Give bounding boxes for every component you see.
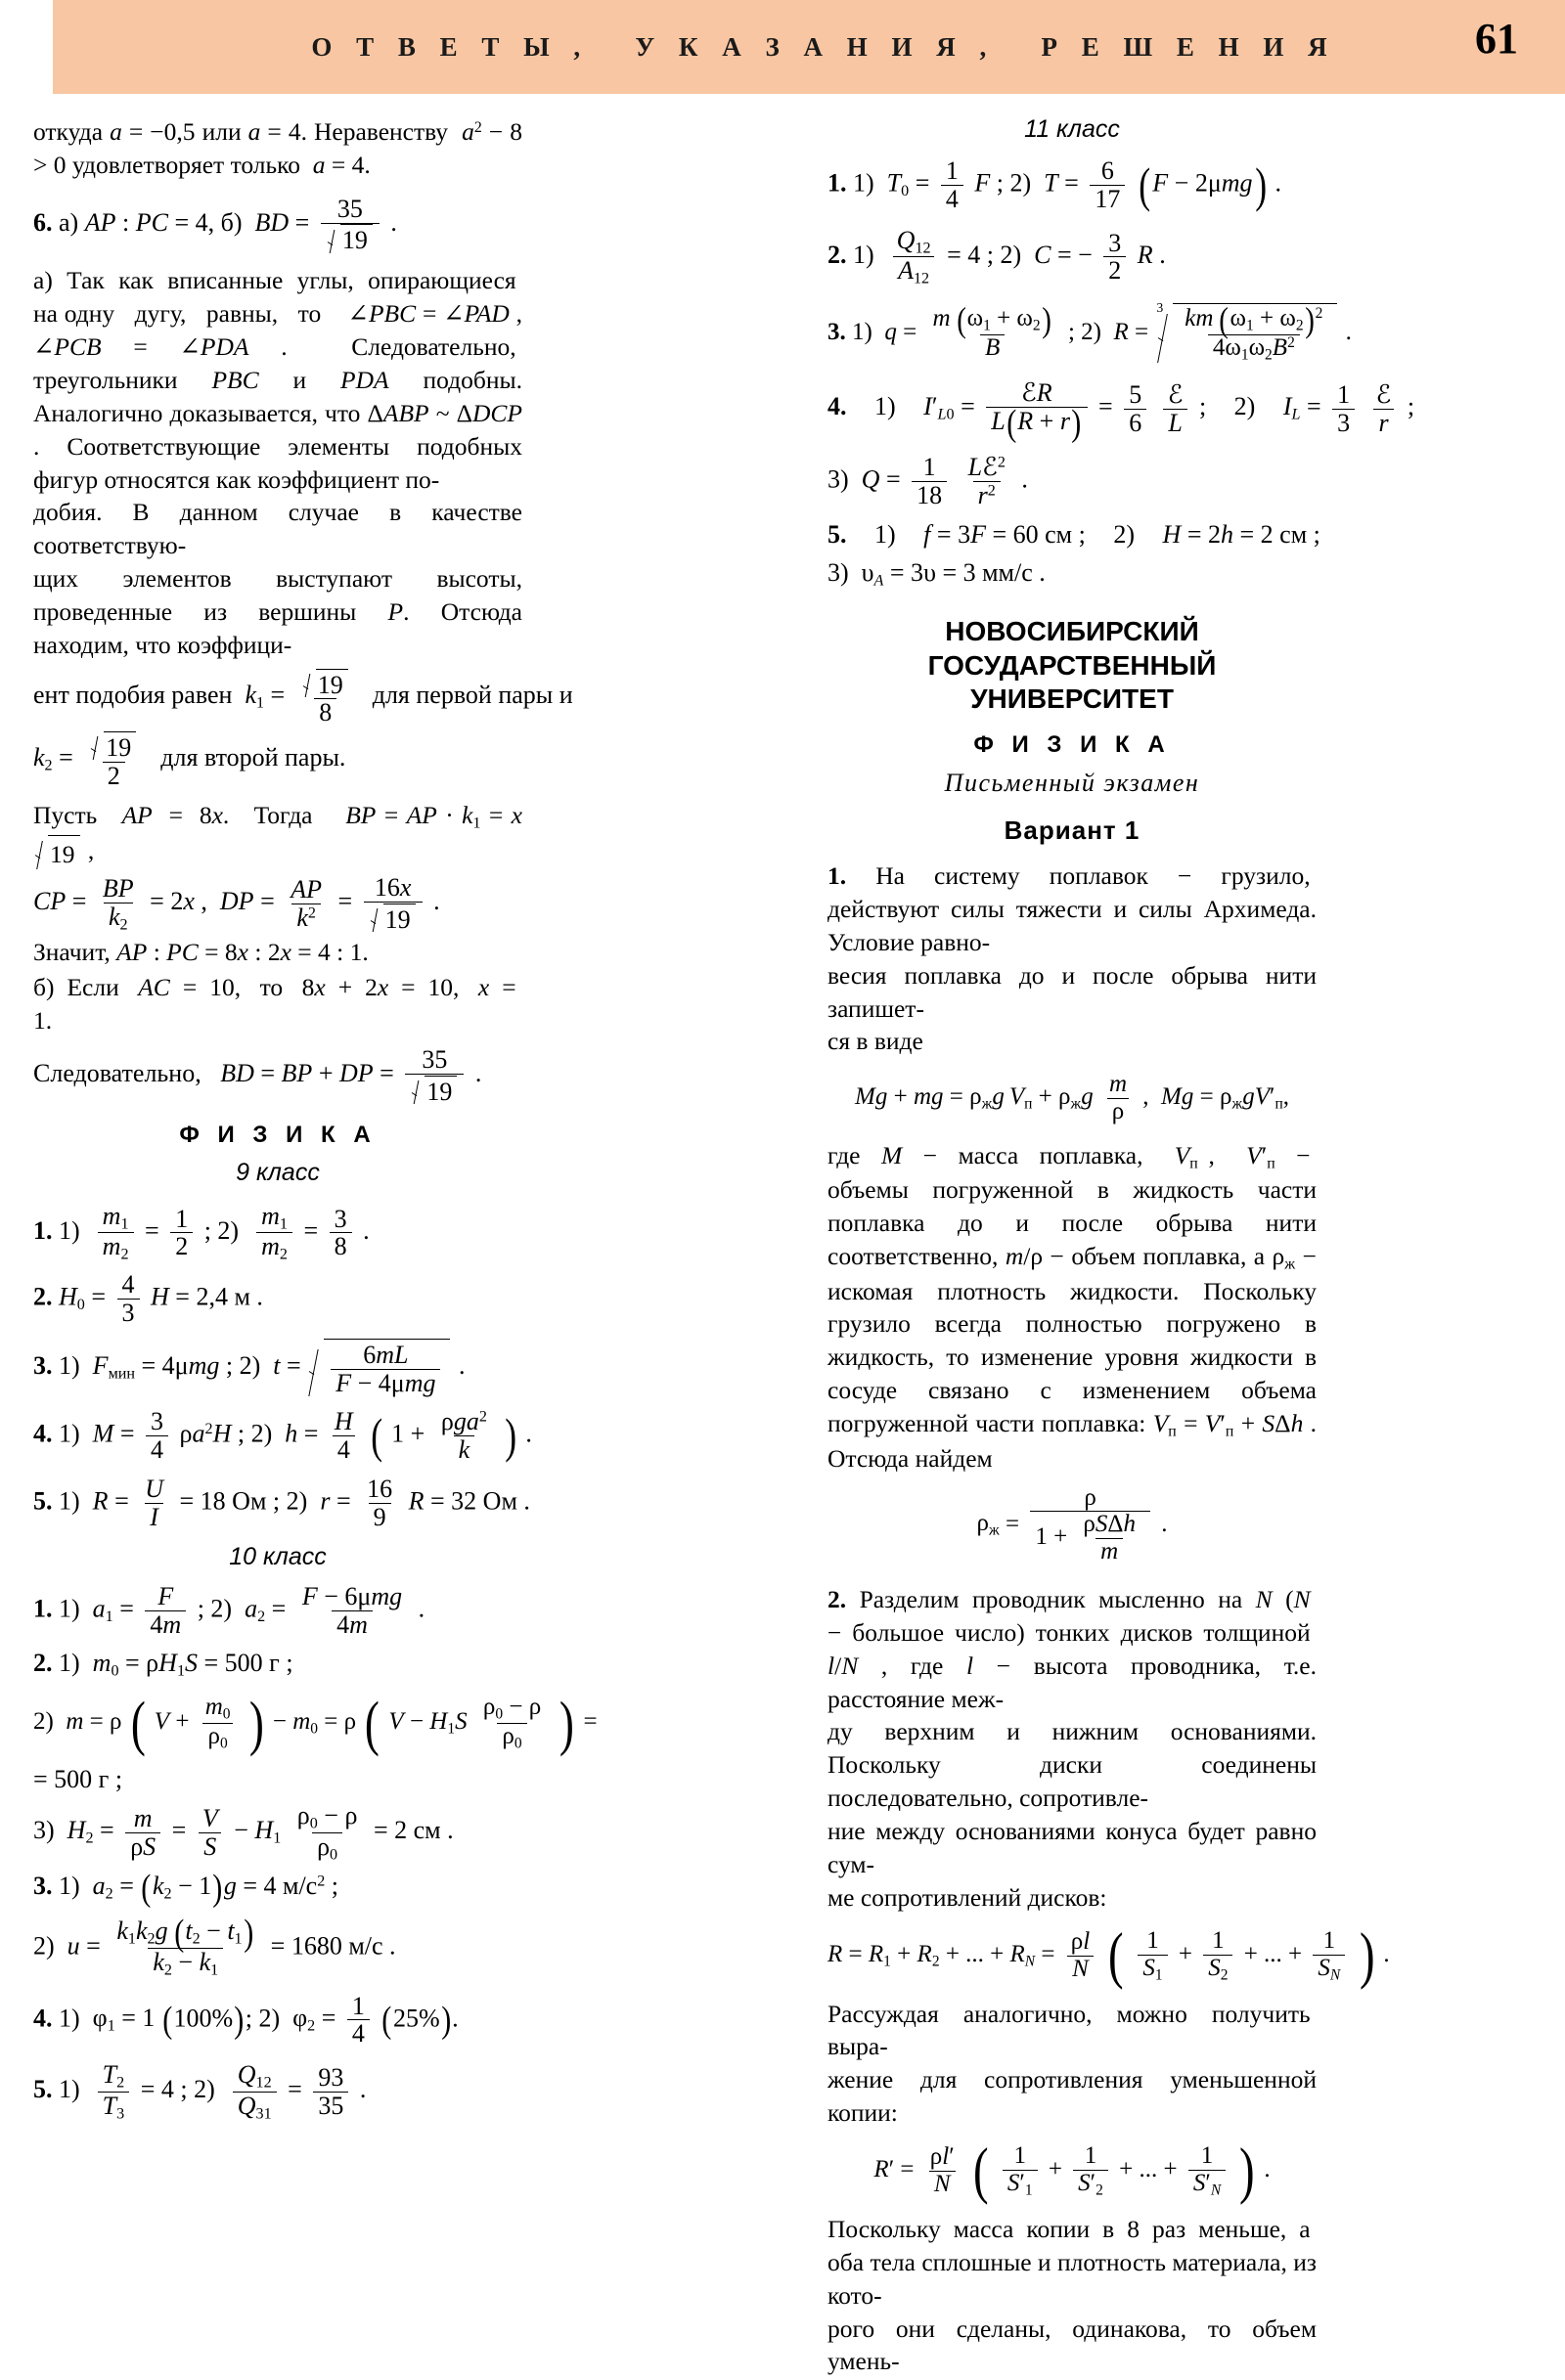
paragraph-esli: б) Если AC = 10, то 8x + 2x = 10, x = 1. bbox=[33, 972, 522, 1035]
answer-10-3b: 2) u = $\frac{k_1k_2g (t_2 - t_1)}{k_2 - k_1}$ = 1680 м/с . bbox=[33, 1912, 396, 1979]
problem-2-text-a: 2. Разделим проводник мысленно на N (N − большое число) тонких дисков толщиной l/N , где l − высота проводника, т.е. расстояние меж- ду верхним и нижним основаниями. Поскольку диски соединены последовательно, сопротивле- ние между основаниями конуса будет равно сум- ме сопротивлений дисков: bbox=[827, 1584, 1317, 1912]
answer-9-2: 2. $H_0$ = $\frac{4}{3}$ H = 2,4 м . bbox=[33, 1270, 263, 1327]
answer-10-5: 5. 1) $\frac{T_2}{T_3}$ = 4 ; 2) $\frac{Q_{12}}{Q_{31}}$ = $\frac{93}{35}$ . bbox=[33, 2060, 367, 2123]
equation-2-1: $R = R_1 + R_2$ + ... + $R_N$ = $\frac{\rho l}{N}$ ( $\frac{1}{S_1}$ + $\frac{1}{S_2}$ + ... + $\frac{1}{S_N}$ ) . bbox=[827, 1919, 1390, 1991]
heading-variant: Вариант 1 bbox=[1004, 815, 1140, 845]
answer-10-2a: 2. 1) $m_0 = \rho H_1S = 500$ г ; bbox=[33, 1649, 293, 1680]
problem-1-text-a: 1. На систему поплавок − грузило, действуют силы тяжести и силы Архимеда. Условие равно- весия поплавка до и после обрыва нити запишет- ся в виде bbox=[827, 860, 1317, 1056]
answer-11-1: 1. 1) $T_0$ = $\frac{1}{4}$ F ; 2) T = $\frac{6}{17}$ (F − 2μmg) . bbox=[827, 156, 1281, 213]
heading-physics-right: Ф И З И К А bbox=[973, 730, 1171, 758]
answer-bd: Следовательно, BD = BP + DP = $\frac{35}{19}$ . bbox=[33, 1045, 482, 1106]
equation-1-2: $\rho_ж$ = ρ 1 + $\frac{\text{ρSΔh}}{m}$ . bbox=[976, 1483, 1168, 1565]
right-column bbox=[827, 115, 1415, 2380]
paragraph-pust: Пусть AP = 8x. Тогда BP = AP · $k_1 = x$ 19 , bbox=[33, 799, 522, 870]
answer-10-2b: 2) m = ρ ( V + $\frac{m_0}{\rho_0}$ ) − $m_0 = \rho$ ( $V - H_1S$ $\frac{\rho_0 - \rho}{\rho_0}$ ) = bbox=[33, 1688, 598, 1757]
page-header-band bbox=[53, 0, 1565, 94]
problem-2-text-c: Поскольку масса копии в 8 раз меньше, а оба тела сплошные и плотность материала, из кото- рого они сделаны, одинакова, то объем умень- bbox=[827, 2214, 1317, 2376]
answer-11-5: 5. 1) f = 3F = 60 см ; 2) H = 2h = 2 см ; bbox=[827, 519, 1320, 549]
problem-2-text-b: Рассуждая аналогично, можно получить выра- жение для сопротивления уменьшенной копии: bbox=[827, 1999, 1317, 2128]
paragraph-proof: а) Так как вписанные углы, опирающиеся на одну дугу, равны, то ∠PBC = ∠PAD , ∠PCB = ∠PDA . Следовательно, треугольники PBC и PDA подобны. Аналогично доказывается, что ΔABP ~ ΔDCP . Соответствующие элементы подобных фигур относятся как коэффициент по- добия. В данном случае в качестве соответствую- щих элементов выступают высоты, проведенные из вершины P. Отсюда находим, что коэффици- bbox=[33, 266, 523, 660]
answer-11-4c: 3) Q = $\frac{1}{18}$ $\frac{Lℰ^2}{r^2}$ . bbox=[827, 453, 1028, 509]
heading-written-exam: Письменный экзамен bbox=[944, 768, 1200, 797]
answer-cp-dp: CP = $\frac{BP}{k_2}$ = 2x , DP = $\frac{AP}{k^2}$ = $\frac{16x}{19}$ . bbox=[33, 873, 440, 934]
page-header-title: О Т В Е Т Ы , У К А З А Н И Я , Р Е Ш Е Н И Я bbox=[311, 31, 1336, 62]
answer-6: 6. а) AP : PC = 4, б) BD = $\frac{35}{19}$ . bbox=[33, 194, 397, 255]
answer-11-4: 4. 1) $I'_{L0}$ = $\frac{\text{ℰR}}{L(R + r)}$ = $\frac{5}{6}$ $\frac{\text{ℰ}}{L}$ ; 2) $I_L$ = $\frac{1}{3}$ $\frac{\text{ℰ}}{r}$ ; bbox=[827, 378, 1415, 444]
heading-university: НОВОСИБИРСКИЙ ГОСУДАРСТВЕННЫЙ УНИВЕРСИТЕТ bbox=[927, 616, 1217, 714]
answer-11-3: 3. 1) q = $\frac{m (\omega_1 + \omega_2)}{B}$ ; 2) R = 3 $\frac{km (\omega_1 + \omega_2)^2}{4\omega_1\omega_2B^2}$ . bbox=[827, 299, 1352, 364]
page-number: 61 bbox=[1475, 15, 1518, 63]
heading-grade-9: 9 класс bbox=[236, 1158, 320, 1186]
heading-physics-left: Ф И З И К А bbox=[179, 1121, 377, 1148]
answer-11-2: 2. 1) $\frac{Q_{12}}{A_{12}}$ = 4 ; 2) C = − $\frac{3}{2}$ R . bbox=[827, 225, 1166, 287]
answer-9-3: 3. 1) $F_{мин} = 4\mu mg$ ; 2) t = $\frac{6mL}{\text{F − 4μmg}}$ . bbox=[33, 1340, 466, 1397]
heading-grade-11: 11 класс bbox=[1024, 115, 1120, 143]
answer-11-5c: 3) $\upsilon_A = 3\upsilon = 3$ мм/с . bbox=[827, 558, 1046, 590]
equation-2-2: R′ = $\frac{\rho l'}{N}$ ( $\frac{1}{S'_1}$ + $\frac{1}{S'_2}$ + ... + $\frac{1}{S'_N}$ ) . bbox=[873, 2136, 1271, 2207]
paragraph-otkuda: откуда a = −0,5 или a = 4. Неравенству $a^2 - 8 > 0$ удовлетворяет только a = 4. bbox=[33, 117, 522, 179]
answer-10-3h: 3) $H_2$ = $\frac{m}{\rho S}$ = $\frac{V}{S}$ − $H_1$ $\frac{\rho_0 - \rho}{\rho_0}$ = 2 см . bbox=[33, 1800, 454, 1864]
answer-10-4: 4. 1) $\varphi_1 = 1$ (100%); 2) $\varphi_2$ = $\frac{1}{4}$ (25%). bbox=[33, 1991, 459, 2049]
answer-k2: $k_2$ = $\frac{19}{2}$ для второй пары. bbox=[33, 732, 346, 790]
left-column bbox=[33, 115, 598, 2137]
answer-9-1: 1. 1) $\frac{m_1}{m_2}$ = $\frac{1}{2}$ ; 2) $\frac{m_1}{m_2}$ = $\frac{3}{8}$ . bbox=[33, 1201, 370, 1263]
problem-1-text-b: где M − масса поплавка, $V_п$ , $V'_п$ − объемы погруженной в жидкость части поплавка до и после обрыва нити соответственно, m/ρ − объем поплавка, а $\rho_ж$ − искомая плотность жидкости. Поскольку грузило всегда полностью погружено в жидкость, то изменение уровня жидкости в сосуде связано с изменением объема погруженной части поплавка: $V_п = V'_п + S\Delta h$ . Отсюда найдем bbox=[827, 1140, 1318, 1473]
answer-10-1: 1. 1) $a_1$ = $\frac{F}{4m}$ ; 2) $a_2$ = $\frac{\text{F − 6μmg}}{4m}$ . bbox=[33, 1581, 425, 1639]
heading-grade-10: 10 класс bbox=[229, 1542, 327, 1570]
answer-k1: ент подобия равен $k_1$ = $\frac{19}{8}$ для первой пары и bbox=[33, 670, 573, 727]
answer-10-3: 3. 1) $a_2 = (k_2 - 1)g = 4$ $м/с^2$ ; bbox=[33, 1868, 339, 1910]
equation-1-1: Mg + mg = $\rho_жg$ $V_п + \rho_жg$ $\frac{m}{\rho}$ , $Mg = \rho_жgV'_п$, bbox=[855, 1071, 1289, 1125]
answer-9-5: 5. 1) R = $\frac{U}{I}$ = 18 Ом ; 2) r = $\frac{16}{9}$ R = 32 Ом . bbox=[33, 1475, 530, 1531]
paragraph-znachit: Значит, AP : PC = 8x : 2x = 4 : 1. bbox=[33, 937, 369, 966]
answer-10-2c: = 500 г ; bbox=[33, 1764, 123, 1793]
answer-9-4: 4. 1) M = $\frac{3}{4}$ $\rho a^2H$ ; 2) h = $\frac{H}{4}$ ( 1 + $\frac{\rho ga^2}{k}$ ) . bbox=[33, 1407, 532, 1465]
